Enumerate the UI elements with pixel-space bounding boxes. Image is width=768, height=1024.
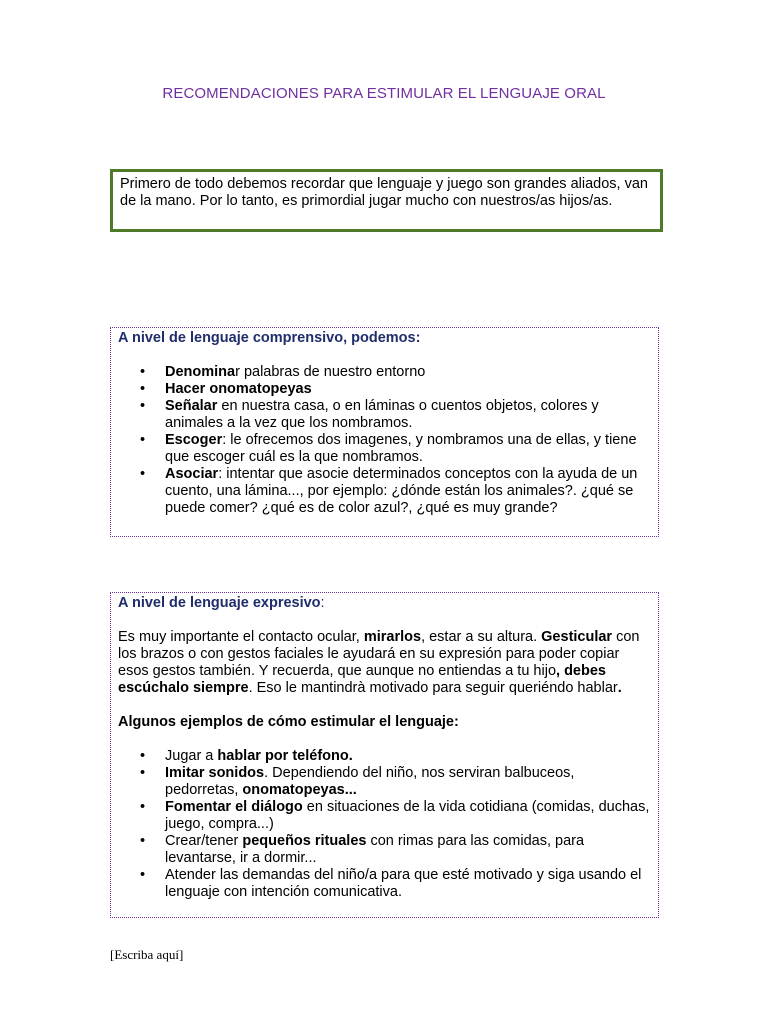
list-item: • Asociar: intentar que asocie determinados conceptos con la ayuda de un cuento, una lámina..., por ejemplo: ¿dónde están los animales?. ¿qué se puede comer? ¿qué es de color azul?, ¿qué es muy grande? [118, 466, 650, 517]
list-item: • Escoger: le ofrecemos dos imagenes, y nombramos una de ellas, y tiene que escoger cuál es la que nombramos. [118, 432, 650, 466]
intro-box [110, 169, 663, 232]
list-item: • Fomentar el diálogo en situaciones de la vida cotidiana (comidas, duchas, juego, compra...) [118, 799, 650, 833]
comprehension-list [118, 364, 650, 517]
examples-heading: Algunos ejemplos de cómo estimular el lenguaje: [118, 714, 459, 730]
list-item: • Atender las demandas del niño/a para que esté motivado y siga usando el lenguaje con intención comunicativa. [118, 867, 650, 901]
footer-placeholder[interactable]: [Escriba aquí] [110, 947, 184, 962]
comprehension-heading: A nivel de lenguaje comprensivo, podemos: [118, 330, 421, 346]
list-item: • Imitar sonidos. Dependiendo del niño, nos serviran balbuceos, pedorretas, onomatopeyas... [118, 765, 650, 799]
intro-text: Primero de todo debemos recordar que lenguaje y juego son grandes aliados, van de la mano. Por lo tanto, es primordial jugar mucho con nuestros/as hijos/as. [120, 176, 648, 209]
examples-list [118, 748, 650, 901]
list-item: • Denominar palabras de nuestro entorno [118, 364, 650, 381]
expression-box [110, 592, 659, 918]
expression-heading: A nivel de lenguaje expresivo: [118, 595, 325, 611]
expression-paragraph: Es muy importante el contacto ocular, mirarlos, estar a su altura. Gesticular con los brazos o con gestos faciales le ayudará en su expresión para poder copiar esos gestos también. Y recuerda, que aunque no entiendas a tu hijo, debes escúchalo siempre. Eso le mantindrà motivado para seguir queriéndo hablar. [118, 629, 640, 696]
list-item: • Señalar en nuestra casa, o en láminas o cuentos objetos, colores y animales a la vez que los nombramos. [118, 398, 650, 432]
comprehension-box [110, 327, 659, 537]
list-item: • Jugar a hablar por teléfono. [118, 748, 650, 765]
list-item: • Hacer onomatopeyas [118, 381, 650, 398]
list-item: • Crear/tener pequeños rituales con rimas para las comidas, para levantarse, ir a dormir... [118, 833, 650, 867]
page-title: RECOMENDACIONES PARA ESTIMULAR EL LENGUAJE ORAL [162, 85, 606, 102]
